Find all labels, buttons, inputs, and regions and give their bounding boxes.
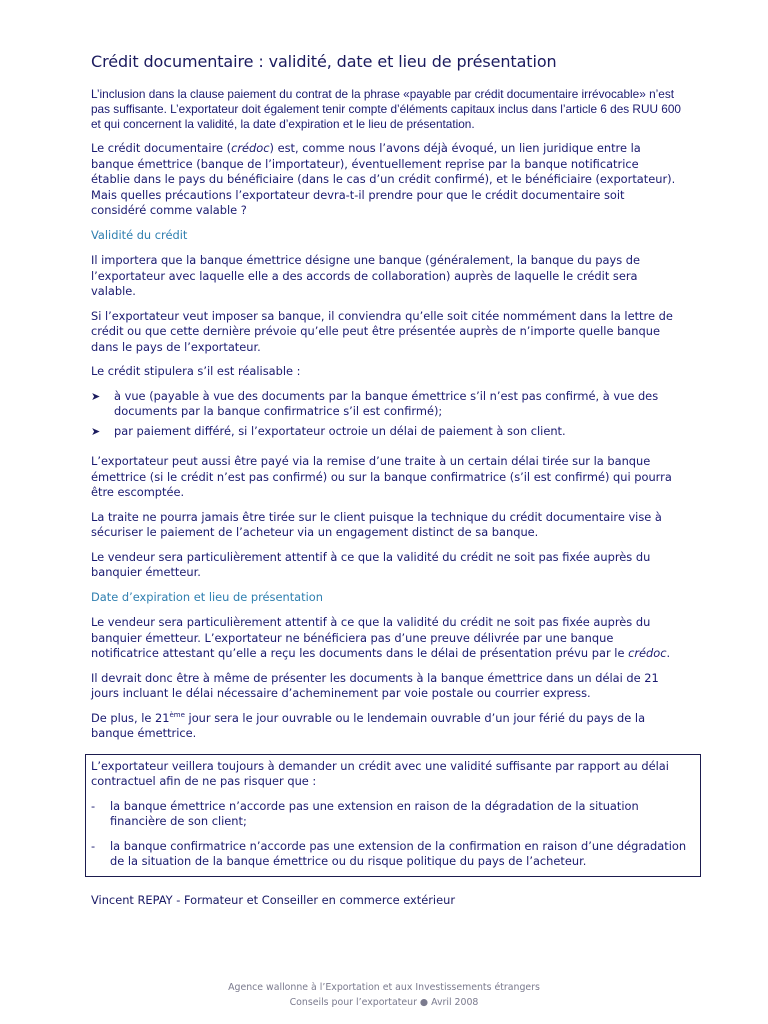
- paragraph: Si l’exportateur veut imposer sa banque, il conviendra qu’elle soit citée nommément dans la lettre de crédit ou que cette dernière prévoie qu’elle peut être présentée auprès de n’importe quelle banque dans le pays de l’exportateur.: [91, 308, 673, 354]
- list-item: [91, 424, 681, 440]
- paragraph: Il devrait donc être à même de présenter les documents à la banque émettrice dans un délai de 21 jours incluant le délai nécessaire d’acheminement par voie postale ou courrier express.: [91, 670, 659, 700]
- paragraph: [91, 615, 681, 662]
- paragraph: Il importera que la banque émettrice désigne une banque (généralement, la banque du pays de l’exportateur avec laquelle elle a des accords de collaboration) auprès de laquelle le crédit sera valable.: [91, 253, 641, 298]
- paragraph: La traite ne pourra jamais être tirée sur le client puisque la technique du crédit documentaire vise à sécuriser le paiement de l’acheteur via un engagement distinct de sa banque.: [91, 509, 662, 539]
- box-list-item: [91, 839, 692, 870]
- text-run: .: [666, 646, 671, 660]
- superscript: ème: [169, 710, 185, 719]
- paragraph: Le vendeur sera particulièrement attentif à ce que la validité du crédit ne soit pas fixée auprès du banquier émetteur.: [91, 549, 651, 579]
- dash-bullet-icon: -: [91, 798, 96, 813]
- box-list-item-text: la banque émettrice n’accorde pas une extension en raison de la dégradation de la situation financière de son client;: [110, 798, 639, 828]
- list-item: [91, 389, 681, 420]
- text-run: jour sera le jour ouvrable ou le lendemain ouvrable d’un jour férié du pays de la banque émettrice.: [91, 710, 646, 740]
- warning-box: [85, 754, 701, 877]
- box-intro: L’exportateur veillera toujours à demander un crédit avec une validité suffisante par rapport au délai contractuel afin de ne pas risquer que :: [91, 758, 669, 788]
- text-run: Le vendeur sera particulièrement attentif à ce que la validité du crédit ne soit pas fixée auprès du banquier émetteur. L’exportateur ne bénéficiera pas d’une preuve délivrée par une banque notificatrice attestant qu’elle a reçu les documents dans le délai de présentation prévu par le: [91, 615, 651, 660]
- paragraph: [91, 711, 681, 742]
- section-heading-validity: Validité du crédit: [91, 227, 188, 242]
- dash-bullet-icon: -: [91, 838, 96, 853]
- text-run: ) est, comme nous l’avons déjà évoqué, un lien juridique entre la banque émettrice (banque de l’importateur), éventuellement reprise par la banque notificatrice établie dans le pays du bénéficiaire (dans le cas d’un crédit confirmé), et le bénéficiaire (exportateur). Mais quelles précautions l’exportateur devra-t-il prendre pour que le crédit documentaire soit considéré comme valable ?: [91, 141, 676, 217]
- document-body: [91, 52, 687, 908]
- italic-term: crédoc: [231, 141, 270, 155]
- arrow-bullet-icon: ➤: [91, 389, 101, 403]
- footer-agency: Agence wallonne à l’Exportation et aux Investissements étrangers: [228, 982, 540, 993]
- paragraph: L’exportateur peut aussi être payé via la remise d’une traite à un certain délai tirée sur la banque émettrice (si le crédit n’est pas confirmé) ou sur la banque confirmatrice (s’il est confirmé) qui pourra être escomptée.: [91, 454, 672, 499]
- footer-date: Conseils pour l’exportateur ● Avril 2008: [289, 997, 479, 1008]
- paragraph: Le crédit stipulera s’il est réalisable :: [91, 364, 301, 378]
- list-item-text: par paiement différé, si l’exportateur octroie un délai de paiement à son client.: [114, 423, 566, 438]
- text-run: Le crédit documentaire (: [91, 141, 232, 155]
- realisation-list: [91, 389, 681, 440]
- author-signature: Vincent REPAY - Formateur et Conseiller en commerce extérieur: [91, 892, 456, 907]
- italic-term: crédoc: [628, 646, 667, 660]
- text-run: De plus, le 21: [91, 710, 170, 725]
- credoc-definition-paragraph: [91, 141, 681, 219]
- document-title: Crédit documentaire : validité, date et lieu de présentation: [91, 52, 557, 71]
- intro-paragraph: L’inclusion dans la clause paiement du contrat de la phrase «payable par crédit documentaire irrévocable» n’est pas suffisante. L’exportateur doit également tenir compte d’éléments capitaux inclus dans l’article 6 des RUU 600 et qui concernent la validité, la date d’expiration et le lieu de présentation.: [91, 87, 681, 131]
- list-item-text: à vue (payable à vue des documents par la banque émettrice s’il n’est pas confirmé, à vue des documents par la banque confirmatrice s’il est confirmé);: [114, 388, 659, 418]
- box-list-item-text: la banque confirmatrice n’accorde pas une extension de la confirmation en raison d’une dégradation de la situation de la banque émettrice ou du risque politique du pays de l’acheteur.: [110, 838, 687, 868]
- box-list-item: [91, 799, 692, 830]
- arrow-bullet-icon: ➤: [91, 424, 101, 438]
- section-heading-expiration: Date d’expiration et lieu de présentation: [91, 589, 323, 604]
